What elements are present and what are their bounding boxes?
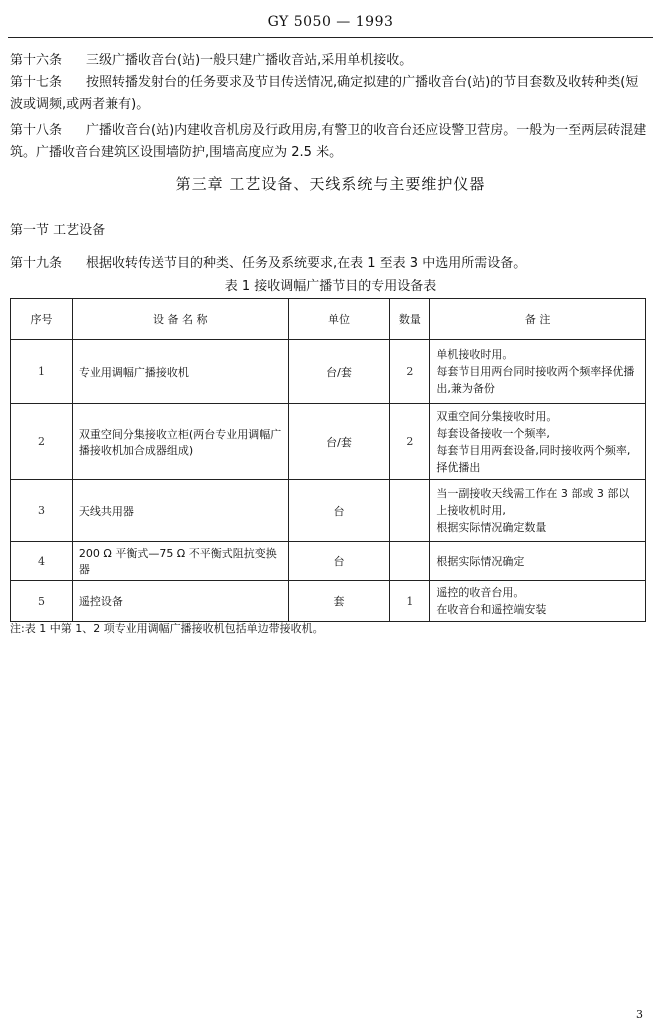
row-unit: 台	[288, 542, 390, 581]
row-note: 当一副接收天线需工作在 3 部或 3 部以上接收机时用, 根据实际情况确定数量	[430, 480, 646, 542]
header-name: 设 备 名 称	[72, 299, 288, 340]
article-18	[10, 120, 650, 164]
table-row	[11, 340, 646, 404]
table-caption: 表 1 接收调幅广播节目的专用设备表	[224, 279, 437, 294]
row-unit: 台	[288, 480, 390, 542]
article-text: 广播收音台(站)内建收音机房及行政用房,有警卫的收音台还应设警卫营房。一般为一至两层砖混建筑。广播收音台建筑区设围墙防护,围墙高度应为 2.5 米。	[10, 123, 647, 160]
article-label: 第十六条	[10, 53, 63, 68]
row-qty: 2	[390, 340, 430, 404]
article-label: 第十七条	[10, 75, 63, 90]
table-row	[11, 581, 646, 622]
section-title: 第一节 工艺设备	[10, 223, 106, 238]
row-qty: 1	[390, 581, 430, 622]
row-unit: 台/套	[288, 404, 390, 480]
article-17	[10, 72, 650, 116]
row-note: 遥控的收音台用。 在收音台和遥控端安装	[430, 581, 646, 622]
article-19	[10, 253, 650, 275]
article-label: 第十八条	[10, 123, 63, 138]
header-qty: 数量	[390, 299, 430, 340]
article-text: 按照转播发射台的任务要求及节目传送情况,确定拟建的广播收音台(站)的节目套数及收转种类(短波或调频,或两者兼有)。	[10, 75, 639, 112]
header-note: 备 注	[430, 299, 646, 340]
table-row	[11, 480, 646, 542]
article-16	[10, 50, 650, 72]
row-no: 1	[11, 340, 73, 404]
row-no: 3	[11, 480, 73, 542]
row-qty	[390, 542, 430, 581]
row-qty	[390, 480, 430, 542]
table-row	[11, 542, 646, 581]
row-qty: 2	[390, 404, 430, 480]
article-text: 三级广播收音台(站)一般只建广播收音站,采用单机接收。	[86, 53, 413, 68]
article-label: 第十九条	[10, 256, 63, 271]
row-note: 双重空间分集接收时用。 每套设备接收一个频率, 每套节目用两套设备,同时接收两个频率,择优播出	[430, 404, 646, 480]
header-no: 序号	[11, 299, 73, 340]
row-name: 天线共用器	[72, 480, 288, 542]
equipment-table	[10, 298, 646, 622]
row-name: 双重空间分集接收立柜(两台专业用调幅广播接收机加合成器组成)	[72, 404, 288, 480]
table-header-row	[11, 299, 646, 340]
table-row	[11, 404, 646, 480]
row-no: 2	[11, 404, 73, 480]
page-number: 3	[636, 1008, 643, 1021]
table-footnote: 注:表 1 中第 1、2 项专业用调幅广播接收机包括单边带接收机。	[10, 622, 324, 635]
row-name: 遥控设备	[72, 581, 288, 622]
row-name: 200 Ω 平衡式—75 Ω 不平衡式阻抗变换器	[72, 542, 288, 581]
row-unit: 套	[288, 581, 390, 622]
document-header: GY 5050 — 1993	[267, 14, 394, 30]
chapter-title: 第三章 工艺设备、天线系统与主要维护仪器	[175, 175, 486, 193]
row-note: 单机接收时用。 每套节目用两台同时接收两个频率择优播出,兼为备份	[430, 340, 646, 404]
row-no: 5	[11, 581, 73, 622]
header-unit: 单位	[288, 299, 390, 340]
row-no: 4	[11, 542, 73, 581]
article-text: 根据收转传送节目的种类、任务及系统要求,在表 1 至表 3 中选用所需设备。	[86, 256, 527, 271]
row-name: 专业用调幅广播接收机	[72, 340, 288, 404]
row-note: 根据实际情况确定	[430, 542, 646, 581]
row-unit: 台/套	[288, 340, 390, 404]
header-rule	[8, 37, 653, 38]
